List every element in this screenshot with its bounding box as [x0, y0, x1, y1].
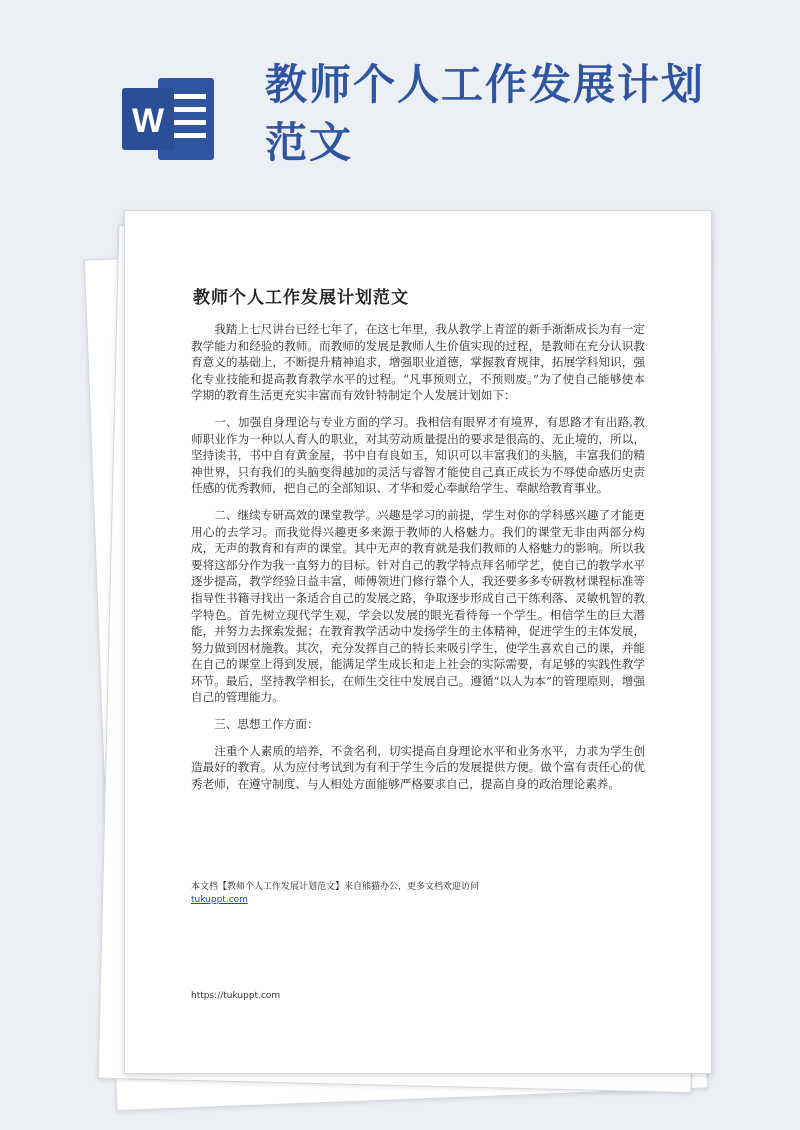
paragraph: 一、加强自身理论与专业方面的学习。我相信有眼界才有境界，有思路才有出路,教师职业作为一种以人育人的职业，对其劳动质量提出的要求是很高的、无止境的，所以，坚持读书，书中自有黄金屋，书中自有良如玉，知识可以丰富我们的头脑，丰富我们的精神世界，只有我们的头脑变得越加的灵活与睿智才能使自己真正成长为不辱使命感历史责任感的优秀教师，把自己的全部知识、才华和爱心奉献给学生、奉献给教育事业。: [191, 414, 645, 496]
page-title: 教师个人工作发展计划范文: [265, 60, 706, 167]
footer-link[interactable]: tukuppt.com: [191, 895, 248, 905]
paragraph: 我踏上七尺讲台已经七年了，在这七年里，我从教学上青涩的新手渐渐成长为有一定教学能力和经验的教师。而教师的发展是教师人生价值实现的过程，是教师在充分认识教育意义的基础上，不断提升精神追求，增强职业道德，掌握教育规律，拓展学科知识，强化专业技能和提高教育教学水平的过程。“凡事预则立，不预则废。”为了使自己能够使本学期的教育生活更充实丰富而有效针特制定个人发展计划如下：: [191, 322, 645, 403]
footer-note: 本文档【教师个人工作发展计划范文】来自熊猫办公，更多文档欢迎访问: [191, 882, 480, 892]
bottom-url: https://tukuppt.com: [191, 991, 281, 1001]
document-body: [191, 321, 645, 802]
section-heading: 三、思想工作方面：: [214, 717, 319, 732]
word-document-icon: [122, 74, 216, 164]
word-logo-letter: W: [131, 102, 165, 140]
paragraph: 二、继续专研高效的课堂教学。兴趣是学习的前提，学生对你的学科感兴趣了才能更用心的去学习。而我觉得兴趣更多来源于教师的人格魅力。我们的课堂无非由两部分构成，无声的教育和有声的课堂。其中无声的教育就是我们教师的人格魅力的影响。所以我要将这部分作为我一直努力的目标。针对自己的教学特点拜名师学艺，使自己的教学水平逐步提高，教学经验日益丰富，师傅领进门修行靠个人，我还要多多专研教材课程标准等指导性书籍寻找出一条适合自己的发展之路，争取逐步形成自己干练利落、灵敏机智的教学特色。首先树立现代学生观，学会以发展的眼光看待每一个学生。相信学生的巨大潜能，并努力去探索发掘；在教育教学活动中发扬学生的主体精神，促进学生的主体发展，努力做到因材施教。其次，充分发挥自己的特长来吸引学生，使学生喜欢自己的课，并能在自己的课堂上得到发展，能满足学生成长和走上社会的实际需要，有足够的实践性教学环节。最后，坚持教学相长，在师生交往中发展自己。遵循“以人为本”的管理原则，增强自己的管理能力。: [191, 507, 645, 705]
document-page: [124, 210, 712, 1074]
paragraph: 注重个人素质的培养，不贪名利，切实提高自身理论水平和业务水平，力求为学生创造最好的教育。从为应付考试到为有利于学生今后的发展提供方便。做个富有责任心的优秀老师，在遵守制度、与人相处方面能够严格要求自己，提高自身的政治理论素养。: [191, 743, 645, 791]
document-title: 教师个人工作发展计划范文: [193, 288, 409, 308]
